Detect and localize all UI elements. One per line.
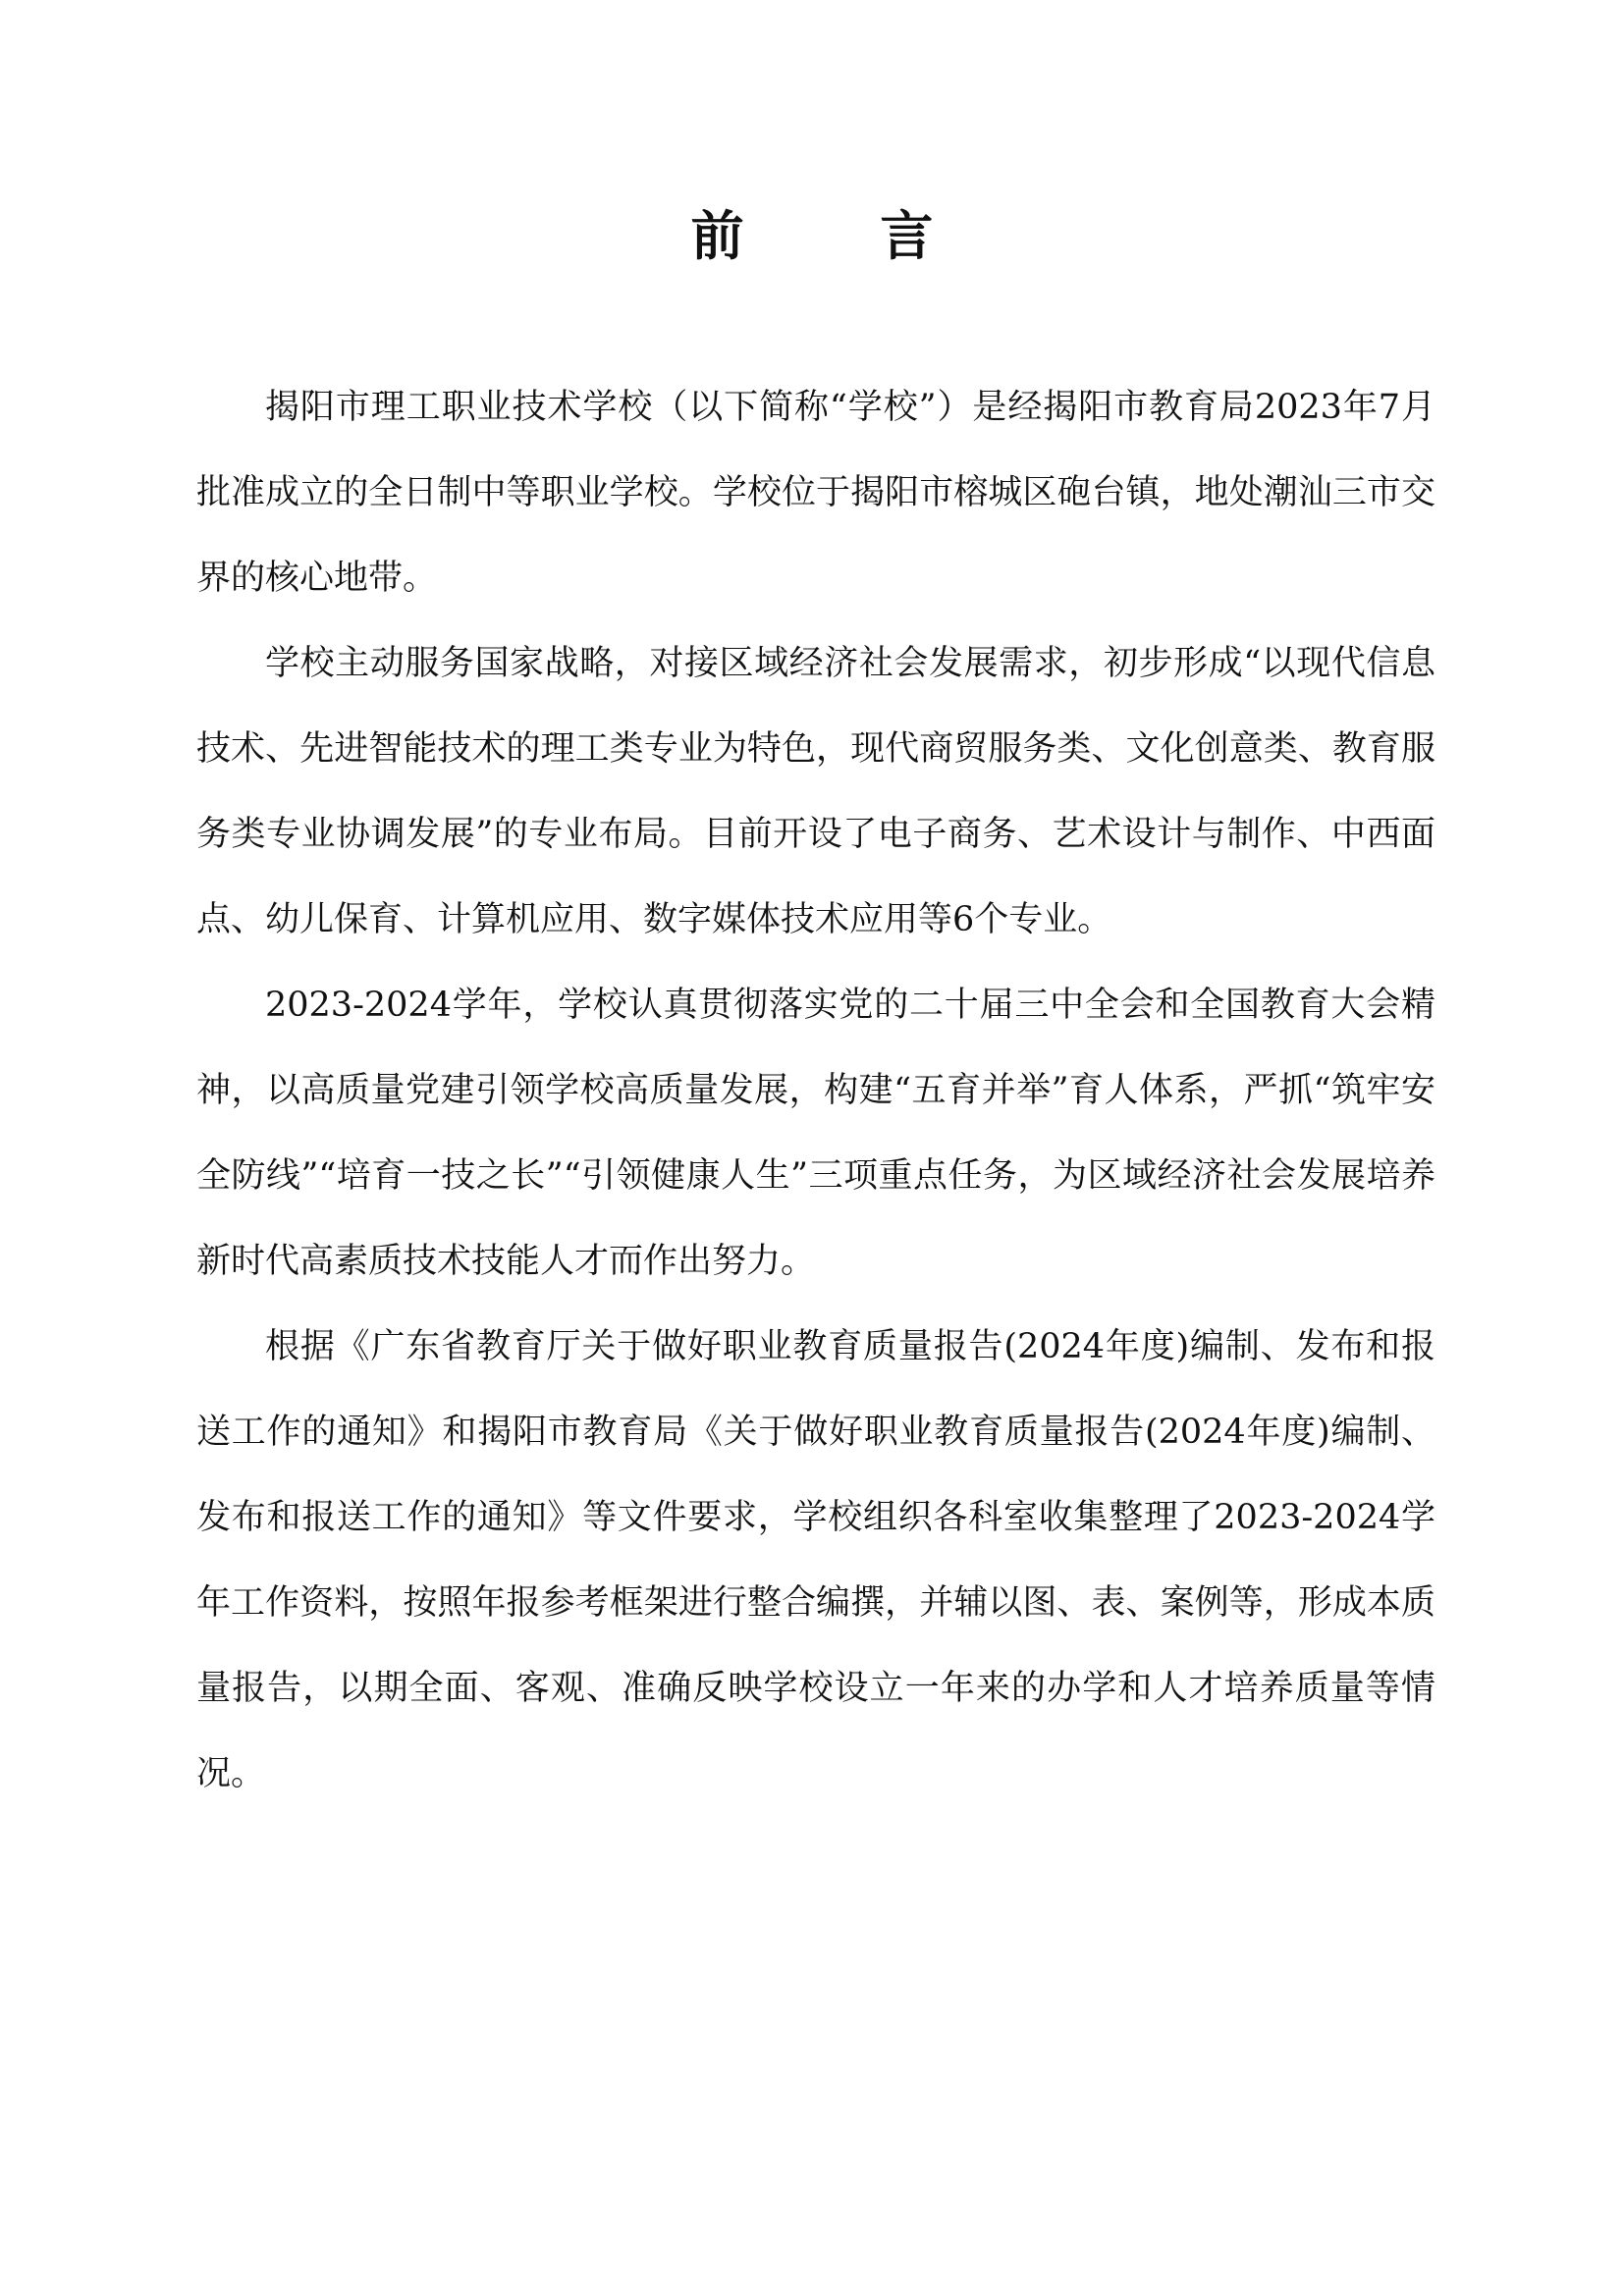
page-title: 前 言 (690, 204, 993, 267)
paragraph-majors: 学校主动服务国家战略，对接区域经济社会发展需求，初步形成“以现代信息技术、先进智能技术的理工类专业为特色，现代商贸服务类、文化创意类、教育服务类专业协调发展”的专业布局。目前开设了电子商务、艺术设计与制作、中西面点、幼儿保育、计算机应用、数字媒体技术应用等6个专业。 (196, 644, 1435, 939)
paragraph-report-basis: 根据《广东省教育厅关于做好职业教育质量报告(2024年度)编制、发布和报送工作的通知》和揭阳市教育局《关于做好职业教育质量报告(2024年度)编制、发布和报送工作的通知》等文件要求，学校组织各科室收集整理了2023-2024学年工作资料，按照年报参考框架进行整合编撰，并辅以图、表、案例等，形成本质量报告，以期全面、客观、准确反映学校设立一年来的办学和人才培养质量等情况。 (196, 1327, 1435, 1793)
paragraph-academic-year: 2023-2024学年，学校认真贯彻落实党的二十届三中全会和全国教育大会精神，以高质量党建引领学校高质量发展，构建“五育并举”育人体系，严抓“筑牢安全防线”“培育一技之长”“引领健康人生”三项重点任务，为区域经济社会发展培养新时代高素质技术技能人才而作出努力。 (196, 986, 1435, 1281)
paragraph-intro: 揭阳市理工职业技术学校（以下简称“学校”）是经揭阳市教育局2023年7月批准成立的全日制中等职业学校。学校位于揭阳市榕城区砲台镇，地处潮汕三市交界的核心地带。 (196, 388, 1435, 598)
document-body (196, 365, 1435, 1817)
